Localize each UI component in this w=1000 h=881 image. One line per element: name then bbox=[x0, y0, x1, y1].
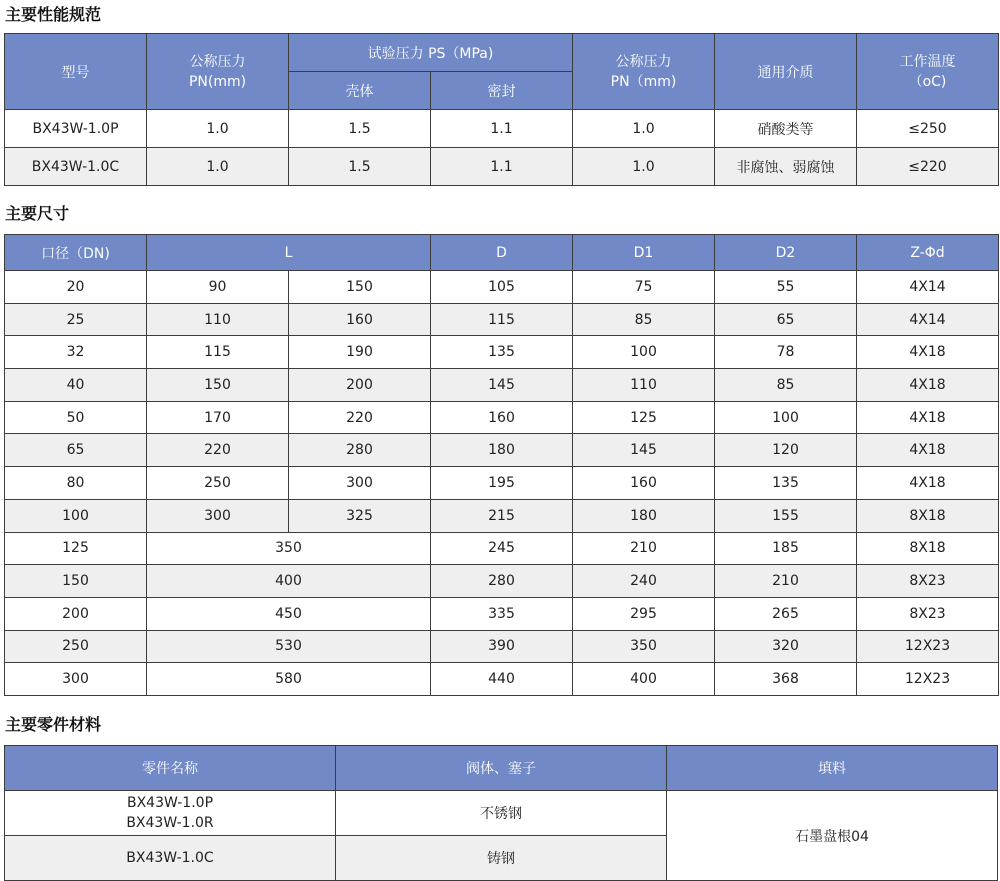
header-l: L bbox=[147, 235, 431, 271]
table-row: BX43W-1.0P 1.0 1.5 1.1 1.0 硝酸类等 ≤250 bbox=[5, 110, 999, 148]
header-d: D bbox=[431, 235, 573, 271]
table-row: 80 250 300 195 160 135 4X18 bbox=[5, 467, 999, 500]
header-part-name: 零件名称 bbox=[5, 746, 336, 791]
table-row: BX43W-1.0C 1.0 1.5 1.1 1.0 非腐蚀、弱腐蚀 ≤220 bbox=[5, 148, 999, 186]
table-row: 100 300 325 215 180 155 8X18 bbox=[5, 499, 999, 532]
materials-table bbox=[4, 745, 998, 881]
table-row: 300 580 440 400 368 12X23 bbox=[5, 663, 999, 696]
header-z: Z-Φd bbox=[857, 235, 999, 271]
table-row: 65 220 280 180 145 120 4X18 bbox=[5, 434, 999, 467]
header-seal: 密封 bbox=[431, 72, 573, 110]
header-dn: 口径（DN) bbox=[5, 235, 147, 271]
table-row: BX43W-1.0P BX43W-1.0R 不锈钢 石墨盘根04 bbox=[5, 791, 998, 836]
header-body-plug: 阀体、塞子 bbox=[336, 746, 667, 791]
table-row: BX43W-1.0C 铸钢 bbox=[5, 836, 998, 881]
header-medium: 通用介质 bbox=[715, 34, 857, 110]
table-row: 150 400 280 240 210 8X23 bbox=[5, 565, 999, 598]
header-nominal-pressure: 公称压力 PN(mm) bbox=[147, 34, 289, 110]
spec-table bbox=[4, 33, 999, 186]
table-row: 32 115 190 135 100 78 4X18 bbox=[5, 336, 999, 369]
dims-table bbox=[4, 234, 999, 696]
header-d1: D1 bbox=[573, 235, 715, 271]
packing-cell: 石墨盘根04 bbox=[667, 791, 998, 881]
table-row: 25 110 160 115 85 65 4X14 bbox=[5, 303, 999, 336]
header-temperature: 工作温度 （oC) bbox=[857, 34, 999, 110]
table-row: 50 170 220 160 125 100 4X18 bbox=[5, 401, 999, 434]
table-row: 250 530 390 350 320 12X23 bbox=[5, 630, 999, 663]
table-row: 20 90 150 105 75 55 4X14 bbox=[5, 271, 999, 304]
spec-title: 主要性能规范 bbox=[5, 5, 102, 24]
materials-title: 主要零件材料 bbox=[5, 715, 102, 734]
dims-title: 主要尺寸 bbox=[5, 204, 70, 223]
header-test-pressure: 试验压力 PS（MPa) bbox=[289, 34, 573, 72]
table-row: 125 350 245 210 185 8X18 bbox=[5, 532, 999, 565]
header-d2: D2 bbox=[715, 235, 857, 271]
table-row: 200 450 335 295 265 8X23 bbox=[5, 597, 999, 630]
header-packing: 填料 bbox=[667, 746, 998, 791]
header-model: 型号 bbox=[5, 34, 147, 110]
header-shell: 壳体 bbox=[289, 72, 431, 110]
table-row: 40 150 200 145 110 85 4X18 bbox=[5, 369, 999, 402]
header-nominal-pressure-2: 公称压力 PN（mm) bbox=[573, 34, 715, 110]
